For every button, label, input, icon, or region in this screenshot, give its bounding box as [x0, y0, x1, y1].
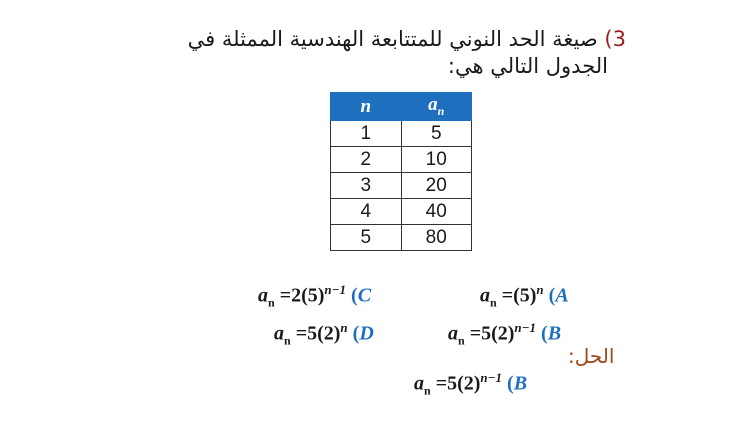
question-number: 3)	[604, 27, 626, 51]
cell-n: 5	[331, 225, 402, 251]
table-row	[331, 147, 472, 173]
table-row	[331, 121, 472, 147]
option-d: $a_n =5(2)^n$ (D	[274, 320, 374, 348]
cell-an: 20	[401, 173, 472, 199]
table-row	[331, 225, 472, 251]
table-row	[331, 173, 472, 199]
sequence-table	[330, 92, 472, 251]
cell-an: 80	[401, 225, 472, 251]
table-header-row	[331, 93, 472, 121]
header-an: $a_n$	[401, 93, 472, 121]
question-line-1: صيغة الحد النوني للمتتابعة الهندسية الممثلة في	[187, 27, 598, 51]
question-text	[156, 26, 626, 80]
cell-n: 4	[331, 199, 402, 225]
option-a: $a_n =(5)^n$ (A	[480, 282, 569, 310]
header-n: n	[331, 93, 402, 121]
cell-an: 5	[401, 121, 472, 147]
cell-n: 2	[331, 147, 402, 173]
solution-label: الحل:	[568, 344, 615, 368]
option-b: $a_n =5(2)^{n-1}$ (B	[448, 320, 562, 348]
question-line-2: الجدول التالي هي:	[447, 54, 608, 78]
solution-answer: $a_n =5(2)^{n-1}$ (B	[414, 370, 528, 398]
option-c: $a_n =2(5)^{n-1}$ (C	[258, 282, 372, 310]
cell-an: 10	[401, 147, 472, 173]
cell-n: 1	[331, 121, 402, 147]
cell-n: 3	[331, 173, 402, 199]
cell-an: 40	[401, 199, 472, 225]
table-row	[331, 199, 472, 225]
